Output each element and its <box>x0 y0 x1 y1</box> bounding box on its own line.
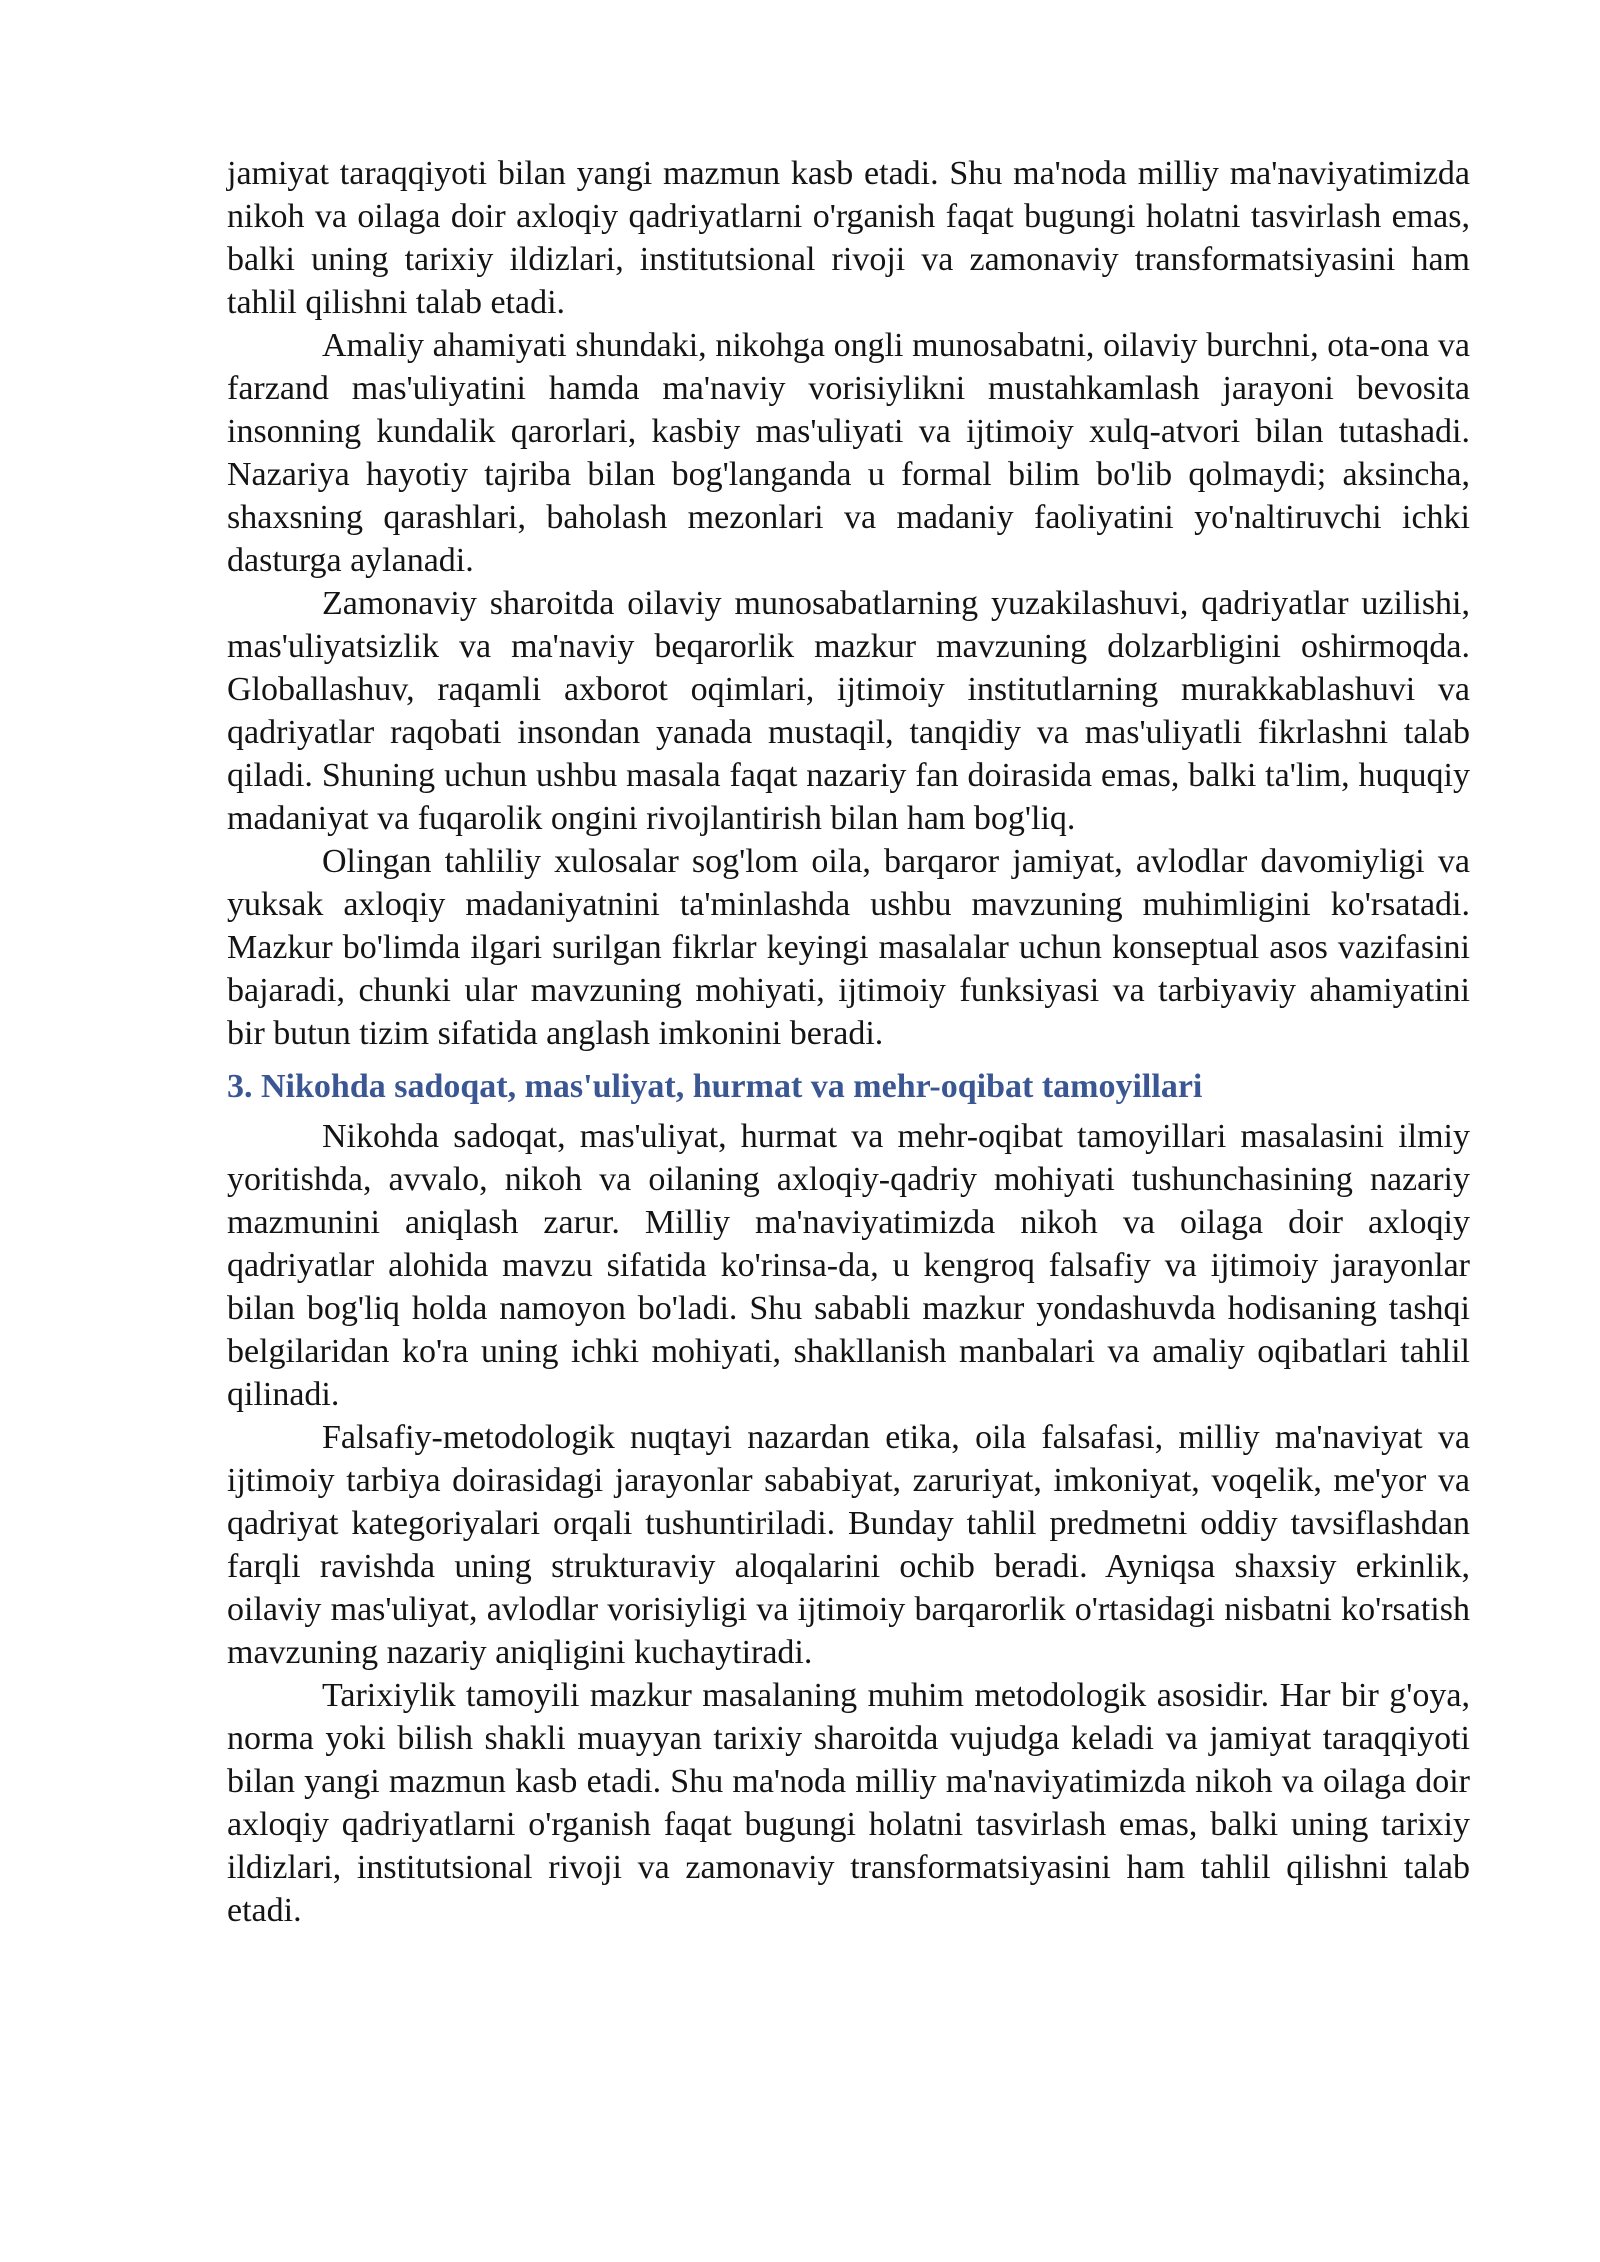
paragraph-principles-intro: Nikohda sadoqat, mas'uliyat, hurmat va mehr-oqibat tamoyillari masalasini ilmiy yoritishda, avvalo, nikoh va oilaning axloqiy-qadriy mohiyati tushunchasining nazariy mazmunini aniqlash zarur. Milliy ma'naviyatimizda nikoh va oilaga doir axloqiy qadriyatlar alohida mavzu sifatida ko'rinsa-da, u kengroq falsafiy va ijtimoiy jarayonlar bilan bog'liq holda namoyon bo'ladi. Shu sababli mazkur yondashuvda hodisaning tashqi belgilaridan ko'ra uning ichki mohiyati, shakllanish manbalari va amaliy oqibatlari tahlil qilinadi. <box>227 1118 1470 1413</box>
section-heading: 3. Nikohda sadoqat, mas'uliyat, hurmat va mehr-oqibat tamoyillari <box>227 1068 1203 1105</box>
paragraph-continuation: jamiyat taraqqiyoti bilan yangi mazmun kasb etadi. Shu ma'noda milliy ma'naviyatimizda nikoh va oilaga doir axloqiy qadriyatlarni o'rganish faqat bugungi holatni tasvirlash emas, balki uning tarixiy ildizlari, institutsional rivoji va zamonaviy transformatsiyasini ham tahlil qilishni talab etadi. <box>227 155 1470 321</box>
paragraph-historicity: Tarixiylik tamoyili mazkur masalaning muhim metodologik asosidir. Har bir g'oya, norma yoki bilish shakli muayyan tarixiy sharoitda vujudga keladi va jamiyat taraqqiyoti bilan yangi mazmun kasb etadi. Shu ma'noda milliy ma'naviyatimizda nikoh va oilaga doir axloqiy qadriyatlarni o'rganish faqat bugungi holatni tasvirlash emas, balki uning tarixiy ildizlari, institutsional rivoji va zamonaviy transformatsiyasini ham tahlil qilishni talab etadi. <box>227 1677 1470 1929</box>
paragraph-conclusions: Olingan tahliliy xulosalar sog'lom oila, barqaror jamiyat, avlodlar davomiyligi va yuksak axloqiy madaniyatnini ta'minlashda ushbu mavzuning muhimligini ko'rsatadi. Mazkur bo'limda ilgari surilgan fikrlar keyingi masalalar uchun konseptual asos vazifasini bajaradi, chunki ular mavzuning mohiyati, ijtimoiy funksiyasi va tarbiyaviy ahamiyatini bir butun tizim sifatida anglash imkonini beradi. <box>227 843 1470 1052</box>
paragraph-practical-significance: Amaliy ahamiyati shundaki, nikohga ongli munosabatni, oilaviy burchni, ota-ona va farzand mas'uliyatini hamda ma'naviy vorisiylikni mustahkamlash jarayoni bevosita insonning kundalik qarorlari, kasbiy mas'uliyati va ijtimoiy xulq-atvori bilan tutashadi. Nazariya hayotiy tajriba bilan bog'langanda u formal bilim bo'lib qolmaydi; aksincha, shaxsning qarashlari, baholash mezonlari va madaniy faoliyatini yo'naltiruvchi ichki dasturga aylanadi. <box>227 327 1470 579</box>
paragraph-methodology: Falsafiy-metodologik nuqtayi nazardan etika, oila falsafasi, milliy ma'naviyat va ijtimoiy tarbiya doirasidagi jarayonlar sababiyat, zaruriyat, imkoniyat, voqelik, me'yor va qadriyat kategoriyalari orqali tushuntiriladi. Bunday tahlil predmetni oddiy tavsiflashdan farqli ravishda uning strukturaviy aloqalarini ochib beradi. Ayniqsa shaxsiy erkinlik, oilaviy mas'uliyat, avlodlar vorisiyligi va ijtimoiy barqarorlik o'rtasidagi nisbatni ko'rsatish mavzuning nazariy aniqligini kuchaytiradi. <box>227 1419 1470 1671</box>
paragraph-modern-conditions: Zamonaviy sharoitda oilaviy munosabatlarning yuzakilashuvi, qadriyatlar uzilishi, mas'uliyatsizlik va ma'naviy beqarorlik mazkur mavzuning dolzarbligini oshirmoqda. Globallashuv, raqamli axborot oqimlari, ijtimoiy institutlarning murakkablashuvi va qadriyatlar raqobati insondan yanada mustaqil, tanqidiy va mas'uliyatli fikrlashni talab qiladi. Shuning uchun ushbu masala faqat nazariy fan doirasida emas, balki ta'lim, huquqiy madaniyat va fuqarolik ongini rivojlantirish bilan ham bog'liq. <box>227 585 1470 837</box>
document-body <box>227 152 1470 1932</box>
